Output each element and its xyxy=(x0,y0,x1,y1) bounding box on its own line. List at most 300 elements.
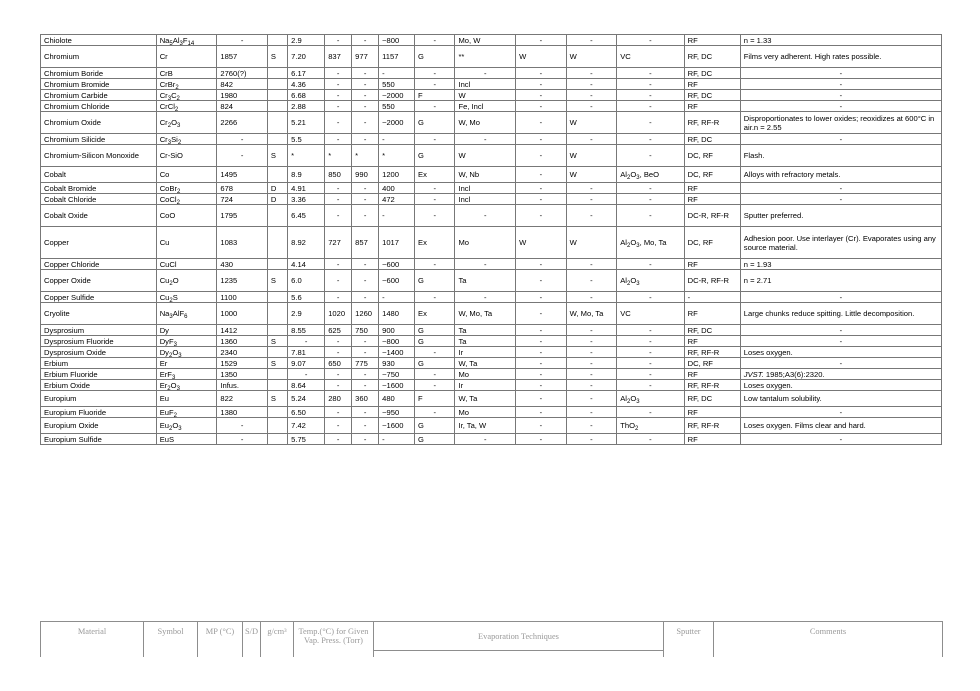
cell-sputter: RF xyxy=(684,434,740,445)
cell-material: Chromium Carbide xyxy=(41,90,157,101)
cell-temp-3: ~2000 xyxy=(379,90,415,101)
cell-crucible: - xyxy=(617,101,684,112)
cell-temp-2: - xyxy=(352,90,379,101)
cell-sd xyxy=(267,407,287,418)
cell-crucible: - xyxy=(617,380,684,391)
cell-mp: 1412 xyxy=(217,325,268,336)
cell-density: 7.20 xyxy=(288,46,325,68)
table-row xyxy=(41,90,942,101)
cell-comments: Alloys with refractory metals. xyxy=(740,167,941,183)
header-temp: Temp.(°C) for Given Vap. Press. (Torr) xyxy=(294,622,374,658)
cell-mp: 1083 xyxy=(217,227,268,259)
cell-comments: n = 1.33 xyxy=(740,35,941,46)
cell-coil: - xyxy=(516,391,567,407)
cell-temp-3: 900 xyxy=(379,325,415,336)
cell-temp-2: - xyxy=(352,380,379,391)
cell-material: Cobalt Oxide xyxy=(41,205,157,227)
cell-density: 5.75 xyxy=(288,434,325,445)
cell-sd: S xyxy=(267,270,287,292)
cell-basket: - xyxy=(566,391,617,407)
cell-sputter: RF, DC xyxy=(684,391,740,407)
cell-material: Erbium Fluoride xyxy=(41,369,157,380)
cell-sputter: DC, RF xyxy=(684,145,740,167)
table-row xyxy=(41,183,942,194)
cell-sputter: DC, RF xyxy=(684,358,740,369)
cell-basket: - xyxy=(566,418,617,434)
cell-basket: - xyxy=(566,434,617,445)
cell-temp-3: 480 xyxy=(379,391,415,407)
cell-crucible: VC xyxy=(617,46,684,68)
cell-boat: W xyxy=(455,90,516,101)
cell-temp-1: - xyxy=(325,292,352,303)
cell-sd xyxy=(267,101,287,112)
cell-temp-2: 750 xyxy=(352,325,379,336)
cell-coil: - xyxy=(516,380,567,391)
cell-crucible: - xyxy=(617,183,684,194)
table-row xyxy=(41,227,942,259)
cell-sputter: RF xyxy=(684,35,740,46)
cell-temp-3: - xyxy=(379,205,415,227)
cell-boat: W, Mo xyxy=(455,112,516,134)
cell-density: 6.0 xyxy=(288,270,325,292)
cell-temp-1: - xyxy=(325,134,352,145)
cell-temp-2: 977 xyxy=(352,46,379,68)
cell-temp-2: - xyxy=(352,79,379,90)
cell-ebeam: G xyxy=(415,270,455,292)
cell-temp-2: - xyxy=(352,270,379,292)
cell-sputter: RF xyxy=(684,259,740,270)
cell-temp-3: - xyxy=(379,68,415,79)
cell-comments: Loses oxygen. xyxy=(740,380,941,391)
cell-temp-3: - xyxy=(379,292,415,303)
cell-temp-1: 625 xyxy=(325,325,352,336)
cell-boat: Incl xyxy=(455,194,516,205)
table-row xyxy=(41,259,942,270)
cell-sd xyxy=(267,167,287,183)
cell-symbol: Dy xyxy=(156,325,217,336)
cell-sd: S xyxy=(267,358,287,369)
cell-temp-3: ~1600 xyxy=(379,418,415,434)
cell-density: 3.36 xyxy=(288,194,325,205)
cell-ebeam: G xyxy=(415,112,455,134)
cell-boat: Ta xyxy=(455,270,516,292)
table-row xyxy=(41,325,942,336)
table-row xyxy=(41,270,942,292)
cell-temp-2: - xyxy=(352,183,379,194)
cell-boat: Fe, Incl xyxy=(455,101,516,112)
cell-mp: 842 xyxy=(217,79,268,90)
cell-basket: - xyxy=(566,79,617,90)
cell-mp: 822 xyxy=(217,391,268,407)
materials-table xyxy=(40,34,942,445)
cell-crucible: - xyxy=(617,145,684,167)
cell-symbol: CrBr$_2$ xyxy=(156,79,217,90)
cell-comments: Films very adherent. High rates possible. xyxy=(740,46,941,68)
cell-sputter: RF, RF-R xyxy=(684,112,740,134)
table-row xyxy=(41,418,942,434)
cell-ebeam: Ex xyxy=(415,227,455,259)
cell-crucible: - xyxy=(617,325,684,336)
cell-temp-1: 850 xyxy=(325,167,352,183)
table-row xyxy=(41,407,942,418)
cell-basket: - xyxy=(566,347,617,358)
cell-material: Chromium Oxide xyxy=(41,112,157,134)
cell-mp: 1857 xyxy=(217,46,268,68)
cell-basket: - xyxy=(566,380,617,391)
cell-basket: - xyxy=(566,407,617,418)
cell-temp-1: 650 xyxy=(325,358,352,369)
header-material: Material xyxy=(41,622,144,658)
table-row xyxy=(41,112,942,134)
cell-coil: W xyxy=(516,46,567,68)
cell-temp-1: - xyxy=(325,407,352,418)
cell-mp: 1360 xyxy=(217,336,268,347)
cell-boat: Mo, W xyxy=(455,35,516,46)
cell-temp-3: ~800 xyxy=(379,336,415,347)
cell-ebeam: - xyxy=(415,101,455,112)
cell-crucible: - xyxy=(617,434,684,445)
table-row xyxy=(41,145,942,167)
cell-temp-1: - xyxy=(325,183,352,194)
cell-mp: 1100 xyxy=(217,292,268,303)
cell-temp-1: - xyxy=(325,270,352,292)
cell-coil: - xyxy=(516,35,567,46)
cell-sd xyxy=(267,418,287,434)
cell-comments: Large chunks reduce spitting. Little decomposition. xyxy=(740,303,941,325)
cell-symbol: Cu xyxy=(156,227,217,259)
cell-material: Copper Oxide xyxy=(41,270,157,292)
table-row xyxy=(41,46,942,68)
cell-coil: - xyxy=(516,259,567,270)
cell-coil: - xyxy=(516,112,567,134)
cell-temp-1: * xyxy=(325,145,352,167)
cell-sputter: RF, DC xyxy=(684,325,740,336)
cell-basket: W, Mo, Ta xyxy=(566,303,617,325)
cell-coil: - xyxy=(516,79,567,90)
cell-basket: - xyxy=(566,259,617,270)
cell-symbol: CoO xyxy=(156,205,217,227)
cell-temp-2: 990 xyxy=(352,167,379,183)
cell-material: Europium Sulfide xyxy=(41,434,157,445)
cell-comments: - xyxy=(740,292,941,303)
cell-boat: W, Ta xyxy=(455,358,516,369)
cell-material: Cobalt Chloride xyxy=(41,194,157,205)
cell-sputter: RF, DC xyxy=(684,134,740,145)
cell-crucible: $Al_2O_3$ xyxy=(617,391,684,407)
cell-density: 5.24 xyxy=(288,391,325,407)
cell-comments: Loses oxygen. Films clear and hard. xyxy=(740,418,941,434)
table-row xyxy=(41,167,942,183)
cell-temp-2: - xyxy=(352,292,379,303)
table-row xyxy=(41,358,942,369)
cell-ebeam: - xyxy=(415,68,455,79)
cell-symbol: $Cr_2O_3$ xyxy=(156,112,217,134)
cell-crucible: - xyxy=(617,336,684,347)
cell-temp-2: - xyxy=(352,101,379,112)
cell-density: - xyxy=(288,336,325,347)
cell-temp-3: 550 xyxy=(379,101,415,112)
cell-comments: - xyxy=(740,90,941,101)
cell-coil: - xyxy=(516,434,567,445)
header-evaporation xyxy=(374,622,664,658)
cell-boat: ** xyxy=(455,46,516,68)
table-row xyxy=(41,134,942,145)
cell-comments: - xyxy=(740,325,941,336)
cell-density: * xyxy=(288,145,325,167)
cell-ebeam: G xyxy=(415,145,455,167)
cell-mp: 1000 xyxy=(217,303,268,325)
cell-sd: S xyxy=(267,391,287,407)
cell-ebeam: - xyxy=(415,369,455,380)
cell-temp-1: - xyxy=(325,194,352,205)
cell-symbol: $Cu_2O$ xyxy=(156,270,217,292)
cell-crucible: ThO$_2$ xyxy=(617,418,684,434)
cell-mp: 1529 xyxy=(217,358,268,369)
cell-density: 4.91 xyxy=(288,183,325,194)
cell-mp: 724 xyxy=(217,194,268,205)
cell-symbol: DyF$_3$ xyxy=(156,336,217,347)
cell-material: Copper Chloride xyxy=(41,259,157,270)
cell-boat: - xyxy=(455,68,516,79)
cell-temp-3: ~1400 xyxy=(379,347,415,358)
cell-coil: - xyxy=(516,194,567,205)
cell-density: 7.42 xyxy=(288,418,325,434)
cell-temp-2: - xyxy=(352,336,379,347)
table-row xyxy=(41,434,942,445)
cell-crucible: $Al_2O_3$, BeO xyxy=(617,167,684,183)
cell-coil: - xyxy=(516,407,567,418)
cell-symbol: $Eu_2O_3$ xyxy=(156,418,217,434)
cell-density: 8.64 xyxy=(288,380,325,391)
cell-ebeam: G xyxy=(415,418,455,434)
cell-temp-1: - xyxy=(325,79,352,90)
cell-temp-3: - xyxy=(379,134,415,145)
cell-boat: Ta xyxy=(455,336,516,347)
cell-ebeam: - xyxy=(415,205,455,227)
cell-boat: Incl xyxy=(455,79,516,90)
cell-density: 5.5 xyxy=(288,134,325,145)
cell-crucible: - xyxy=(617,194,684,205)
cell-crucible: - xyxy=(617,292,684,303)
cell-density: 8.55 xyxy=(288,325,325,336)
cell-mp: 430 xyxy=(217,259,268,270)
cell-temp-2: - xyxy=(352,112,379,134)
table-row xyxy=(41,68,942,79)
cell-sputter: RF xyxy=(684,101,740,112)
cell-crucible: $Al_2O_3$ xyxy=(617,270,684,292)
cell-temp-3: 1480 xyxy=(379,303,415,325)
cell-sputter: - xyxy=(684,292,740,303)
cell-sd xyxy=(267,434,287,445)
cell-sputter: DC-R, RF-R xyxy=(684,270,740,292)
cell-ebeam: - xyxy=(415,407,455,418)
cell-symbol: CoBr$_2$ xyxy=(156,183,217,194)
cell-coil: - xyxy=(516,358,567,369)
table-row xyxy=(41,347,942,358)
table-body xyxy=(41,35,942,445)
cell-density: 5.21 xyxy=(288,112,325,134)
cell-ebeam: - xyxy=(415,259,455,270)
cell-coil: - xyxy=(516,90,567,101)
cell-temp-3: 930 xyxy=(379,358,415,369)
cell-basket: - xyxy=(566,292,617,303)
cell-temp-3: ~750 xyxy=(379,369,415,380)
cell-sd: S xyxy=(267,336,287,347)
cell-density: 2.88 xyxy=(288,101,325,112)
cell-sputter: RF, RF-R xyxy=(684,380,740,391)
cell-mp: 678 xyxy=(217,183,268,194)
cell-ebeam: G xyxy=(415,434,455,445)
cell-coil: - xyxy=(516,347,567,358)
cell-symbol: CrCl$_2$ xyxy=(156,101,217,112)
cell-density: 7.81 xyxy=(288,347,325,358)
cell-temp-3: 472 xyxy=(379,194,415,205)
cell-temp-3: ~1600 xyxy=(379,380,415,391)
cell-coil: - xyxy=(516,336,567,347)
cell-material: Chromium Chloride xyxy=(41,101,157,112)
cell-basket: - xyxy=(566,134,617,145)
cell-sd xyxy=(267,259,287,270)
cell-density: 8.92 xyxy=(288,227,325,259)
cell-comments: - xyxy=(740,194,941,205)
cell-symbol: Er xyxy=(156,358,217,369)
cell-sd xyxy=(267,79,287,90)
cell-mp: - xyxy=(217,134,268,145)
cell-ebeam: - xyxy=(415,183,455,194)
cell-boat: W xyxy=(455,145,516,167)
cell-coil: - xyxy=(516,68,567,79)
cell-boat: Ir, Ta, W xyxy=(455,418,516,434)
cell-temp-3: - xyxy=(379,434,415,445)
cell-ebeam: - xyxy=(415,79,455,90)
cell-ebeam: F xyxy=(415,90,455,101)
cell-mp: - xyxy=(217,145,268,167)
cell-sd xyxy=(267,292,287,303)
cell-density: 9.07 xyxy=(288,358,325,369)
cell-sd xyxy=(267,227,287,259)
cell-temp-1: - xyxy=(325,90,352,101)
cell-mp: - xyxy=(217,434,268,445)
cell-basket: W xyxy=(566,145,617,167)
cell-coil: - xyxy=(516,325,567,336)
cell-sd: S xyxy=(267,145,287,167)
cell-crucible: - xyxy=(617,35,684,46)
cell-temp-1: - xyxy=(325,418,352,434)
cell-sd: D xyxy=(267,194,287,205)
cell-density: 5.6 xyxy=(288,292,325,303)
cell-crucible: - xyxy=(617,79,684,90)
cell-sputter: RF, DC xyxy=(684,46,740,68)
cell-coil: - xyxy=(516,270,567,292)
cell-mp: - xyxy=(217,35,268,46)
cell-temp-2: - xyxy=(352,407,379,418)
cell-crucible: - xyxy=(617,68,684,79)
cell-temp-1: - xyxy=(325,380,352,391)
cell-coil: - xyxy=(516,303,567,325)
cell-material: Chromium Silicide xyxy=(41,134,157,145)
cell-sputter: RF xyxy=(684,183,740,194)
cell-basket: - xyxy=(566,194,617,205)
cell-sd xyxy=(267,35,287,46)
cell-temp-3: ~600 xyxy=(379,270,415,292)
cell-coil: - xyxy=(516,167,567,183)
header-sd: S/D xyxy=(243,622,261,658)
cell-material: Copper Sulfide xyxy=(41,292,157,303)
cell-comments: Disproportionates to lower oxides; reoxidizes at 600°C in air.n = 2.55 xyxy=(740,112,941,134)
cell-comments: Loses oxygen. xyxy=(740,347,941,358)
cell-sputter: DC-R, RF-R xyxy=(684,205,740,227)
cell-temp-3: ~950 xyxy=(379,407,415,418)
cell-material: Erbium xyxy=(41,358,157,369)
cell-temp-3: 1200 xyxy=(379,167,415,183)
cell-sputter: RF, RF-R xyxy=(684,418,740,434)
cell-coil: - xyxy=(516,418,567,434)
cell-density: 6.50 xyxy=(288,407,325,418)
cell-boat: - xyxy=(455,434,516,445)
cell-temp-2: 1260 xyxy=(352,303,379,325)
cell-boat: W, Nb xyxy=(455,167,516,183)
table-row xyxy=(41,303,942,325)
header-sputter: Sputter xyxy=(664,622,714,658)
cell-basket: - xyxy=(566,90,617,101)
cell-density: - xyxy=(288,369,325,380)
cell-boat: Ta xyxy=(455,325,516,336)
cell-symbol: Cr xyxy=(156,46,217,68)
cell-mp: 1980 xyxy=(217,90,268,101)
cell-crucible: - xyxy=(617,205,684,227)
cell-comments: - xyxy=(740,134,941,145)
cell-material: Chiolote xyxy=(41,35,157,46)
cell-coil: - xyxy=(516,205,567,227)
cell-temp-2: - xyxy=(352,134,379,145)
cell-temp-2: - xyxy=(352,205,379,227)
cell-sd: S xyxy=(267,46,287,68)
cell-comments: Sputter preferred. xyxy=(740,205,941,227)
cell-material: Chromium-Silicon Monoxide xyxy=(41,145,157,167)
cell-symbol: $Er_2O_3$ xyxy=(156,380,217,391)
cell-coil: - xyxy=(516,369,567,380)
cell-temp-1: - xyxy=(325,112,352,134)
cell-comments: JVST. 1985;A3(6):2320. xyxy=(740,369,941,380)
cell-crucible: - xyxy=(617,369,684,380)
cell-basket: W xyxy=(566,227,617,259)
table-row xyxy=(41,292,942,303)
cell-basket: - xyxy=(566,183,617,194)
cell-comments: - xyxy=(740,434,941,445)
cell-temp-2: - xyxy=(352,369,379,380)
cell-material: Dysprosium Oxide xyxy=(41,347,157,358)
cell-sd xyxy=(267,325,287,336)
cell-mp: - xyxy=(217,418,268,434)
cell-basket: - xyxy=(566,205,617,227)
cell-material: Copper xyxy=(41,227,157,259)
cell-density: 6.45 xyxy=(288,205,325,227)
cell-boat: - xyxy=(455,259,516,270)
table-row xyxy=(41,336,942,347)
cell-density: 4.14 xyxy=(288,259,325,270)
cell-mp: 2340 xyxy=(217,347,268,358)
cell-temp-2: * xyxy=(352,145,379,167)
cell-boat: Mo xyxy=(455,407,516,418)
header-symbol: Symbol xyxy=(144,622,198,658)
cell-material: Chromium Bromide xyxy=(41,79,157,90)
cell-coil: - xyxy=(516,134,567,145)
cell-material: Dysprosium xyxy=(41,325,157,336)
cell-boat: W, Mo, Ta xyxy=(455,303,516,325)
cell-crucible: - xyxy=(617,134,684,145)
cell-material: Europium Fluoride xyxy=(41,407,157,418)
cell-comments: - xyxy=(740,358,941,369)
